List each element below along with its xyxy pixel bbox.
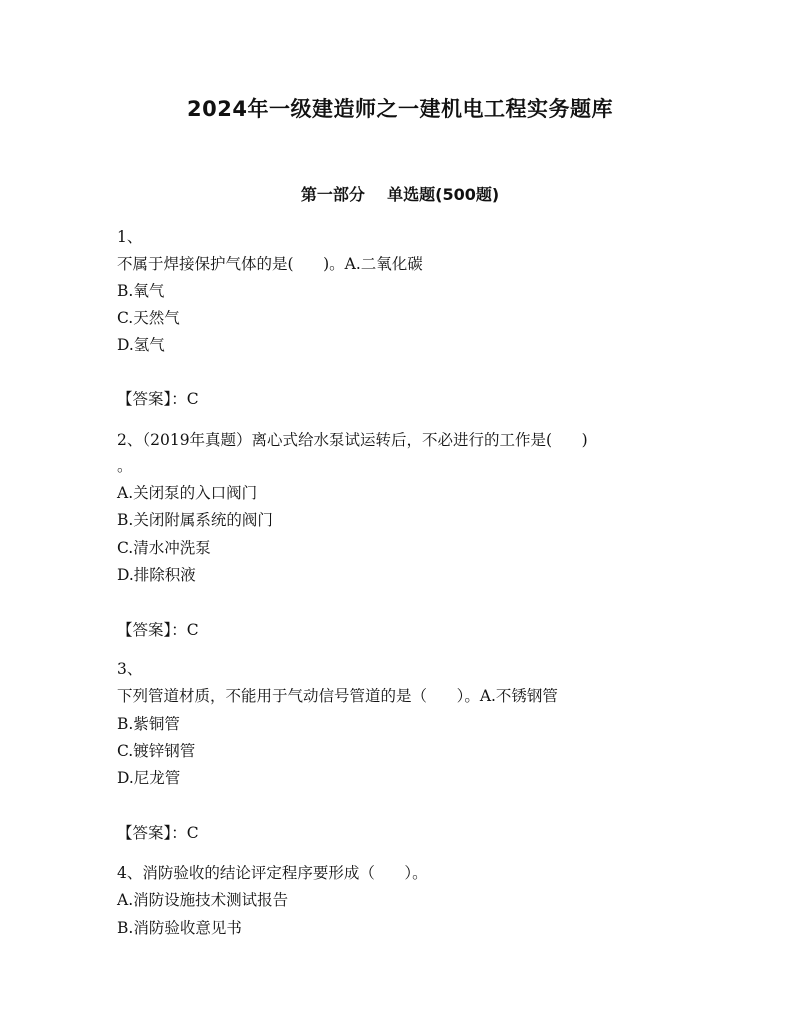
question-1-number: 1、: [117, 228, 143, 246]
question-3-option-d: D.尼龙管: [117, 769, 181, 787]
question-1-stem: 不属于焊接保护气体的是( )。A.二氧化碳: [117, 255, 423, 273]
question-3-option-b: B.紫铜管: [117, 715, 180, 733]
question-3-stem: 下列管道材质，不能用于气动信号管道的是（ ）。A.不锈钢管: [117, 687, 558, 705]
question-3-option-c: C.镀锌钢管: [117, 742, 196, 760]
question-3-answer: 【答案】：C: [117, 824, 199, 842]
question-4-option-a: A.消防设施技术测试报告: [117, 891, 289, 909]
question-3-number: 3、: [117, 660, 143, 678]
question-2-option-c: C.清水冲洗泵: [117, 539, 211, 557]
question-2-option-a: A.关闭泵的入口阀门: [117, 484, 258, 502]
question-1-option-b: B.氧气: [117, 282, 165, 300]
question-1-option-d: D.氢气: [117, 336, 165, 354]
question-2-option-b: B.关闭附属系统的阀门: [117, 511, 273, 529]
question-4-stem: 4、消防验收的结论评定程序要形成（ ）。: [117, 864, 428, 882]
question-2-option-d: D.排除积液: [117, 566, 196, 584]
question-2-stem-continued: 。: [117, 457, 133, 475]
section-title: 第一部分 单选题(500题): [300, 185, 500, 204]
question-1-option-c: C.天然气: [117, 309, 180, 327]
page-title: 2024年一级建造师之一建机电工程实务题库: [187, 97, 613, 121]
question-4-option-b: B.消防验收意见书: [117, 919, 242, 937]
question-2-stem: 2、（2019年真题）离心式给水泵试运转后，不必进行的工作是( ): [117, 431, 588, 449]
question-1-answer: 【答案】：C: [117, 390, 199, 408]
question-2-answer: 【答案】：C: [117, 621, 199, 639]
